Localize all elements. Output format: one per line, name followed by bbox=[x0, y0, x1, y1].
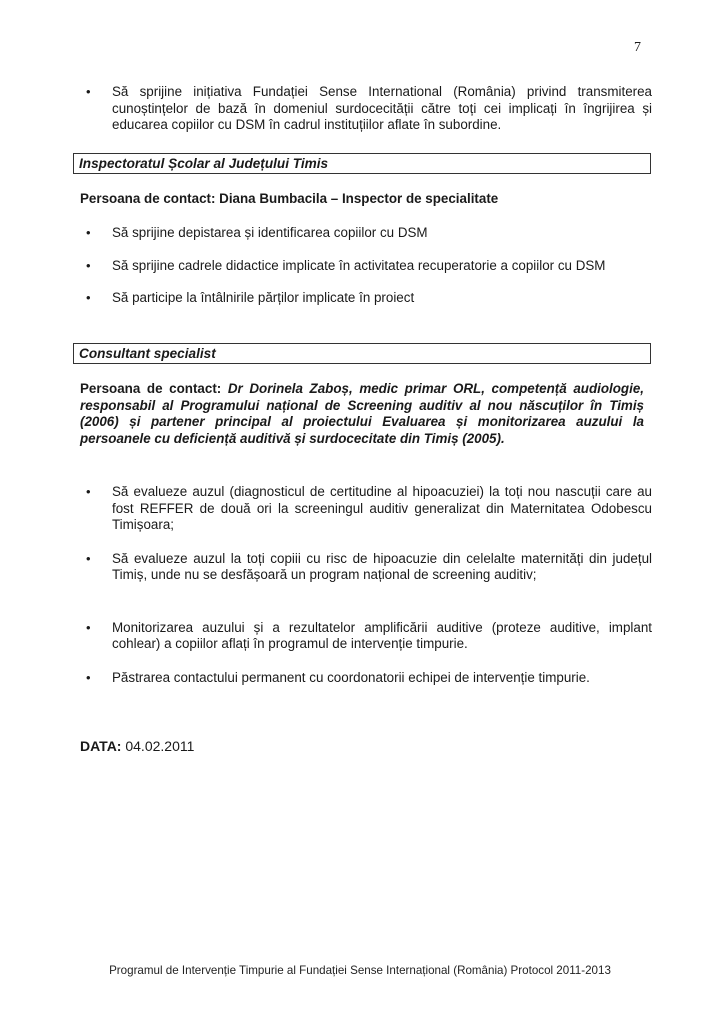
list-item-text: Păstrarea contactului permanent cu coordonatorii echipei de intervenție timpurie. bbox=[112, 669, 590, 685]
bullet-icon: • bbox=[86, 257, 91, 273]
intro-list bbox=[80, 84, 652, 134]
contact-label: Persoana de contact: bbox=[80, 381, 222, 396]
bullet-icon: • bbox=[86, 484, 91, 499]
list-item bbox=[80, 484, 652, 534]
contact-person-consultant bbox=[80, 381, 644, 447]
list-item bbox=[80, 258, 652, 275]
list-item-text: Să participe la întâlnirile părților implicate în proiect bbox=[112, 290, 415, 305]
list-item bbox=[80, 620, 652, 653]
list-item bbox=[80, 670, 652, 687]
list-item bbox=[80, 551, 652, 584]
date-value: 04.02.2011 bbox=[125, 738, 195, 754]
bullet-icon: • bbox=[86, 84, 91, 99]
bullet-icon: • bbox=[86, 290, 91, 305]
list-item-text: Să sprijine inițiativa Fundației Sense International (România) privind transmiterea cunoștințelor de bază în domeniul surdocecității către toți cei implicați în îngrijirea și educarea copiilor cu DSM în cadrul instituțiilor aflate în subordine. bbox=[112, 84, 652, 132]
list-item-text: Monitorizarea auzului și a rezultatelor amplificării auditive (proteze auditive, implant cohlear) a copiilor aflați în programul de intervenție timpurie. bbox=[112, 619, 652, 651]
consultant-list bbox=[80, 484, 652, 686]
list-item-text: Să sprijine depistarea și identificarea copiilor cu DSM bbox=[112, 225, 428, 240]
page-footer: Programul de Intervenție Timpurie al Fundației Sense Internațional (România) Protocol 2011-2013 bbox=[109, 964, 611, 977]
date-label: DATA: bbox=[80, 738, 122, 754]
bullet-icon: • bbox=[86, 225, 91, 240]
list-item-text: Să evalueze auzul la toți copiii cu risc de hipoacuzie din celelalte maternități din județul Timiș, unde nu se desfășoară un program național de screening auditiv; bbox=[112, 550, 652, 582]
bullet-icon: • bbox=[86, 550, 91, 566]
list-item-text: Să evalueze auzul (diagnosticul de certitudine al hipoacuziei) la toți nou nascuții care au fost REFFER de două ori la screeningul auditiv generalizat din Maternitatea Odobescu Timișoara; bbox=[112, 484, 652, 532]
contact-description: Dr Dorinela Zaboș, medic primar ORL, competență audiologie, responsabil al Programului național de Screening auditiv al nou născuților în Timiș (2006) și partener principal al proiectului Evaluarea și monitorizarea auzului la persoanele cu deficiență auditivă și surdocecitate din Timiș (2005). bbox=[80, 381, 644, 446]
page-number: 7 bbox=[634, 40, 641, 55]
list-item bbox=[80, 290, 652, 307]
list-item-text: Să sprijine cadrele didactice implicate în activitatea recuperatorie a copiilor cu DSM bbox=[112, 257, 606, 273]
section-title-consultant: Consultant specialist bbox=[73, 343, 651, 364]
list-item bbox=[80, 84, 652, 134]
contact-person-inspectorat: Persoana de contact: Diana Bumbacila – Inspector de specialitate bbox=[80, 191, 499, 206]
list-item bbox=[80, 225, 652, 242]
inspectorat-list bbox=[80, 225, 652, 323]
bullet-icon: • bbox=[86, 619, 91, 635]
document-date bbox=[80, 738, 194, 755]
section-title-inspectorat: Inspectoratul Școlar al Județului Timis bbox=[73, 153, 651, 174]
bullet-icon: • bbox=[86, 669, 91, 685]
